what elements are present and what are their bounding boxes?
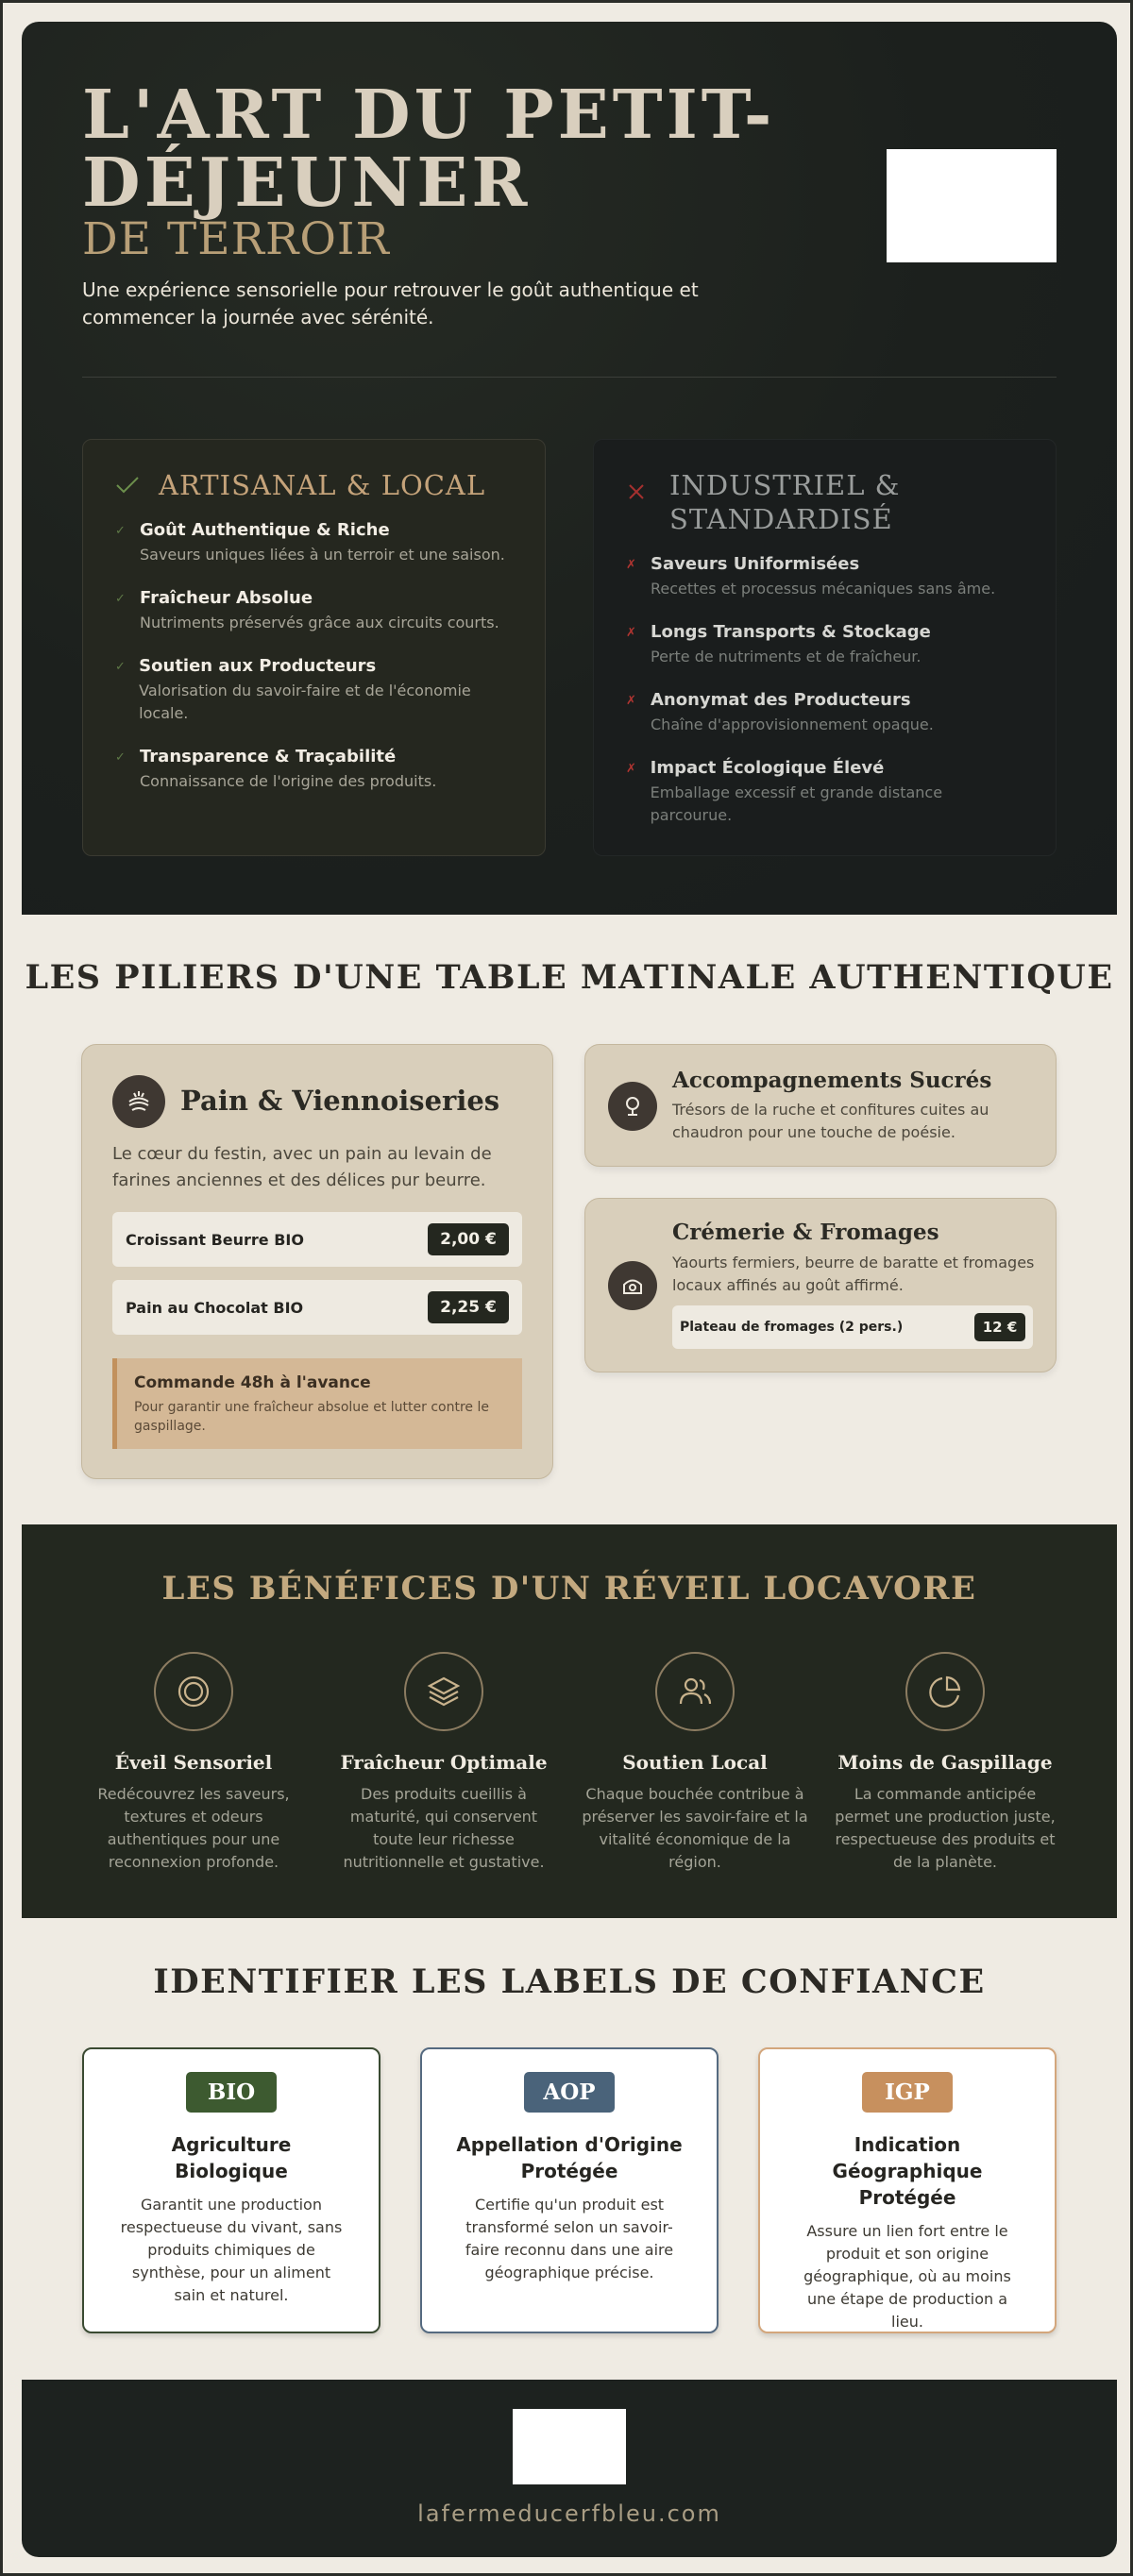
artisanal-card <box>82 439 546 856</box>
label-title: Agriculture Biologique <box>171 2133 292 2182</box>
label-card-bio <box>82 2047 380 2333</box>
target-icon <box>154 1652 233 1731</box>
benefit-item <box>330 1652 557 1874</box>
pillars-title: LES PILIERS D'UNE TABLE MATINALE AUTHENTIQUE <box>25 958 1114 997</box>
label-desc: Garantit une production respectueuse du vivant, sans produits chimiques de synthèse, pour un aliment sain et naturel. <box>120 2196 343 2304</box>
list-item <box>626 621 1023 668</box>
product-row <box>672 1305 1033 1349</box>
check-icon <box>115 474 142 500</box>
benefit-item <box>582 1652 808 1874</box>
item-title: Fraîcheur Absolue <box>140 588 313 608</box>
hero-subtitle: DE TERROIR <box>82 213 390 265</box>
benefit-desc: Des produits cueillis à maturité, qui conservent toute leur richesse nutritionnelle et gustative. <box>343 1785 545 1871</box>
order-notice <box>112 1358 522 1449</box>
item-title: Anonymat des Producteurs <box>651 690 911 710</box>
cross-icon: ✗ <box>626 558 636 572</box>
notice-desc: Pour garantir une fraîcheur absolue et lutter contre le gaspillage. <box>134 1400 489 1434</box>
benefit-title: Soutien Local <box>622 1751 768 1774</box>
benefit-desc: La commande anticipée permet une production juste, respectueuse des produits et de la planète. <box>835 1785 1056 1871</box>
label-card-aop <box>420 2047 719 2333</box>
list-item <box>626 757 1023 827</box>
item-desc: Nutriments préservés grâce aux circuits courts. <box>140 614 499 631</box>
divider <box>82 377 1057 378</box>
product-price: 12 € <box>974 1313 1025 1341</box>
label-title: Indication Géographique Protégée <box>832 2133 983 2209</box>
footer-url-link[interactable]: lafermeducerfbleu.com <box>417 2500 721 2527</box>
cross-icon: ✗ <box>626 694 636 708</box>
label-badge: IGP <box>862 2072 953 2113</box>
benefit-desc: Chaque bouchée contribue à préserver les savoir-faire et la vitalité économique de la région. <box>582 1785 808 1871</box>
benefits-title: LES BÉNÉFICES D'UN RÉVEIL LOCAVORE <box>161 1570 977 1608</box>
notice-title: Commande 48h à l'avance <box>134 1373 371 1392</box>
check-icon: ✓ <box>115 750 126 765</box>
item-desc: Saveurs uniques liées à un terroir et une saison. <box>140 546 505 564</box>
item-title: Goût Authentique & Riche <box>140 520 390 540</box>
hero-logo-image <box>887 149 1057 262</box>
product-name: Croissant Beurre BIO <box>126 1230 304 1249</box>
sweet-desc: Trésors de la ruche et confitures cuites au chaudron pour une touche de poésie. <box>672 1101 989 1141</box>
label-badge: BIO <box>186 2072 277 2113</box>
bread-card <box>81 1044 553 1479</box>
product-price: 2,25 € <box>428 1291 509 1323</box>
labels-title: IDENTIFIER LES LABELS DE CONFIANCE <box>153 1962 986 2001</box>
footer-logo-image <box>513 2409 626 2484</box>
benefits-section <box>22 1524 1117 1918</box>
honey-icon <box>608 1082 657 1131</box>
benefit-item <box>80 1652 307 1874</box>
sweet-title: Accompagnements Sucrés <box>672 1068 992 1093</box>
sweet-card <box>584 1044 1057 1167</box>
layers-icon <box>404 1652 483 1731</box>
dairy-card <box>584 1198 1057 1372</box>
industrial-card <box>593 439 1057 856</box>
users-icon <box>655 1652 735 1731</box>
product-row <box>112 1280 522 1335</box>
benefit-title: Fraîcheur Optimale <box>340 1751 548 1774</box>
item-desc: Perte de nutriments et de fraîcheur. <box>651 648 922 665</box>
item-title: Impact Écologique Élevé <box>650 758 885 778</box>
bread-title: Pain & Viennoiseries <box>180 1085 500 1117</box>
hero-description: Une expérience sensorielle pour retrouver le goût authentique et commencer la journée avec sérénité. <box>82 278 699 328</box>
item-desc: Chaîne d'approvisionnement opaque. <box>651 716 934 733</box>
artisanal-title: ARTISANAL & LOCAL <box>159 469 486 501</box>
benefit-desc: Redécouvrez les saveurs, textures et odeurs authentiques pour une reconnexion profonde. <box>97 1785 290 1871</box>
footer <box>22 2380 1117 2557</box>
item-desc: Valorisation du savoir-faire et de l'économie locale. <box>139 682 471 722</box>
label-desc: Certifie qu'un produit est transformé selon un savoir-faire reconnu dans une aire géographique précise. <box>465 2196 674 2281</box>
item-title: Soutien aux Producteurs <box>139 656 377 676</box>
check-icon: ✓ <box>115 660 126 674</box>
label-badge: AOP <box>524 2072 615 2113</box>
label-card-igp <box>758 2047 1057 2333</box>
item-title: Longs Transports & Stockage <box>651 622 931 642</box>
list-item <box>626 689 1023 736</box>
item-desc: Connaissance de l'origine des produits. <box>140 772 437 790</box>
item-title: Saveurs Uniformisées <box>651 554 860 574</box>
industrial-title: INDUSTRIEL & STANDARDISÉ <box>669 469 901 535</box>
item-desc: Recettes et processus mécaniques sans âme. <box>651 580 996 598</box>
label-desc: Assure un lien fort entre le produit et son origine géographique, où au moins une étape de production a lieu. <box>803 2222 1011 2331</box>
list-item <box>115 519 513 566</box>
list-item <box>115 746 513 793</box>
benefit-title: Moins de Gaspillage <box>837 1751 1053 1774</box>
item-title: Transparence & Traçabilité <box>140 747 397 766</box>
cheese-icon <box>608 1261 657 1310</box>
cross-icon: ✗ <box>626 762 636 776</box>
product-row <box>112 1212 522 1267</box>
list-item <box>626 553 1023 600</box>
bread-icon <box>112 1075 165 1128</box>
dairy-desc: Yaourts fermiers, beurre de baratte et fromages locaux affinés au goût affirmé. <box>672 1254 1035 1294</box>
item-desc: Emballage excessif et grande distance parcourue. <box>650 783 943 824</box>
pie-chart-icon <box>905 1652 985 1731</box>
check-icon: ✓ <box>115 524 126 538</box>
dairy-title: Crémerie & Fromages <box>672 1220 939 1245</box>
list-item <box>115 655 513 725</box>
cross-icon: ✗ <box>626 626 636 640</box>
product-name: Plateau de fromages (2 pers.) <box>680 1320 904 1335</box>
bread-desc: Le cœur du festin, avec un pain au levain de farines anciennes et des délices pur beurre. <box>112 1144 492 1190</box>
cross-icon <box>626 474 652 508</box>
product-name: Pain au Chocolat BIO <box>126 1298 304 1317</box>
hero-section <box>22 22 1117 915</box>
benefit-item <box>832 1652 1058 1874</box>
product-price: 2,00 € <box>428 1223 509 1255</box>
hero-title: L'ART DU PETIT-DÉJEUNER <box>82 75 776 222</box>
label-title: Appellation d'Origine Protégée <box>456 2133 683 2182</box>
benefit-title: Éveil Sensoriel <box>114 1751 273 1774</box>
list-item <box>115 587 513 634</box>
check-icon: ✓ <box>115 592 126 606</box>
